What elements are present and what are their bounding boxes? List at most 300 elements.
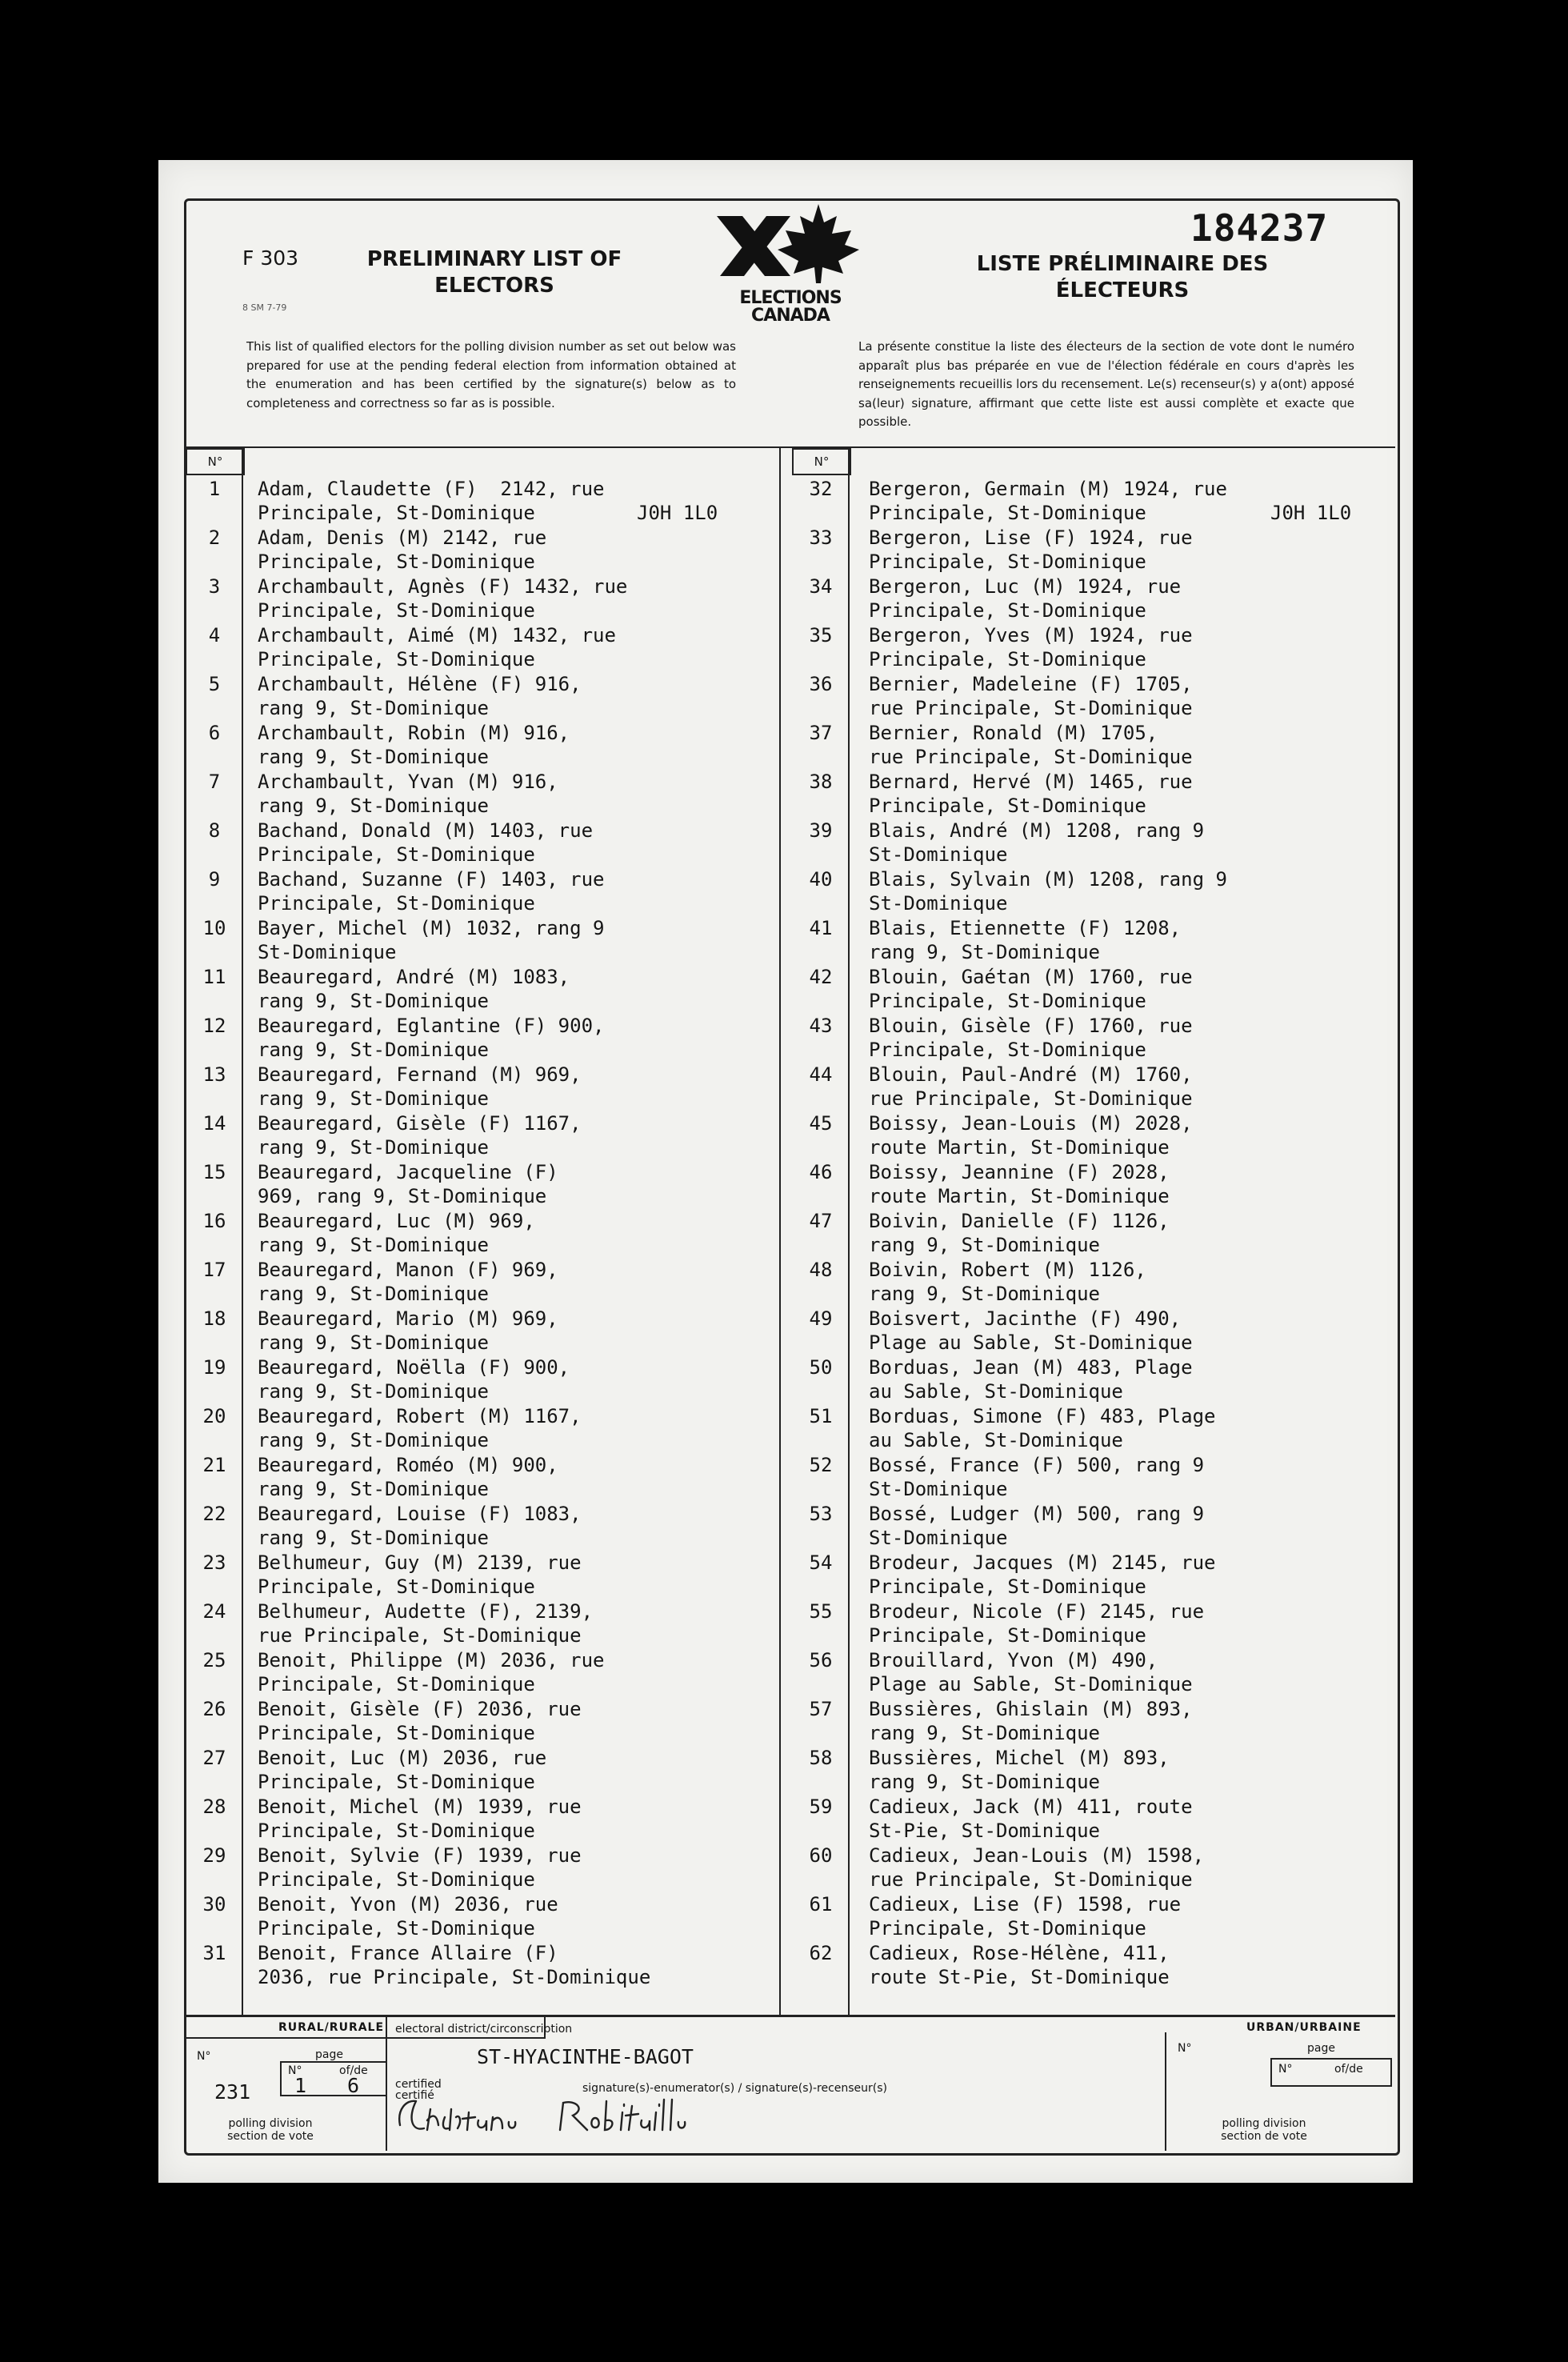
elector-name-line: Archambault, Hélène (F) 916, [258, 673, 582, 695]
elector-number: 34 [809, 575, 833, 598]
elector-name-line: Cadieux, Jack (M) 411, route [869, 1796, 1193, 1818]
elector-details [869, 1795, 1317, 1843]
elector-address-line: Principale, St-Dominique [258, 1917, 535, 1940]
elector-entry [187, 1746, 747, 1795]
elector-number: 17 [202, 1259, 226, 1281]
elector-details [258, 1697, 706, 1745]
elector-number: 36 [809, 673, 833, 695]
elector-name-line: Boivin, Danielle (F) 1126, [869, 1210, 1170, 1232]
elector-entry [794, 1599, 1354, 1648]
elector-number: 51 [809, 1405, 833, 1427]
elector-number: 26 [202, 1698, 226, 1720]
elector-number: 25 [202, 1649, 226, 1671]
elector-number: 55 [809, 1600, 833, 1623]
elector-number: 10 [202, 917, 226, 939]
elector-entry [187, 1355, 747, 1404]
elector-details [869, 1404, 1317, 1452]
elector-details [258, 1307, 706, 1355]
elector-address-line: Principale, St-Dominique [258, 1868, 535, 1891]
elector-number: 13 [202, 1063, 226, 1086]
elector-address-line: rue Principale, St-Dominique [869, 697, 1193, 719]
elector-address-line: Principale, St-Dominique [258, 648, 535, 671]
elector-details [258, 1111, 706, 1159]
elector-entry [187, 1502, 747, 1551]
elector-entry [187, 867, 747, 916]
elector-number: 48 [809, 1259, 833, 1281]
elector-name-line: Archambault, Aimé (M) 1432, rue [258, 624, 616, 647]
elector-entry [794, 1502, 1354, 1551]
elector-name-line: Boissy, Jeannine (F) 2028, [869, 1161, 1170, 1183]
elector-entry [187, 1404, 747, 1453]
elector-details [258, 867, 706, 915]
elector-address-line: Principale, St-Dominique [258, 1575, 535, 1598]
elector-number: 57 [809, 1698, 833, 1720]
elector-entry [187, 672, 747, 721]
elector-name-line: Archambault, Yvan (M) 916, [258, 771, 558, 793]
document-number: 184237 [1190, 206, 1329, 250]
elector-name-line: Bergeron, Lise (F) 1924, rue [869, 526, 1193, 549]
elector-entry [794, 721, 1354, 770]
urban-page-no-label: N° [1278, 2063, 1293, 2076]
elector-name-line: Blais, André (M) 1208, rang 9 [869, 819, 1205, 842]
elector-number: 38 [809, 771, 833, 793]
elector-number: 49 [809, 1307, 833, 1330]
center-divider-rule [779, 448, 781, 2015]
elector-number: 56 [809, 1649, 833, 1671]
elector-address-line: 969, rang 9, St-Dominique [258, 1185, 547, 1207]
elector-number: 39 [809, 819, 833, 842]
elector-name-line: Beauregard, Robert (M) 1167, [258, 1405, 582, 1427]
elector-number: 46 [809, 1161, 833, 1183]
elector-name-line: Adam, Denis (M) 2142, rue [258, 526, 547, 549]
elector-number: 54 [809, 1551, 833, 1574]
rural-page-no-label: N° [288, 2064, 302, 2077]
elector-details [869, 526, 1317, 574]
left-no-header: N° [186, 448, 245, 475]
page-number: 1 [294, 2074, 307, 2097]
elector-entry [794, 1209, 1354, 1258]
elector-details [258, 819, 706, 867]
elector-details [869, 623, 1317, 671]
elector-name-line: Beauregard, Manon (F) 969, [258, 1259, 558, 1281]
elector-number: 5 [208, 673, 221, 695]
elector-name-line: Bachand, Donald (M) 1403, rue [258, 819, 594, 842]
elector-number: 23 [202, 1551, 226, 1574]
certified-label: certified certifié [395, 2078, 442, 2102]
elector-entry [187, 1941, 747, 1990]
district-label: electoral district/circonscription [395, 2023, 573, 2036]
elector-address-line: Principale, St-Dominique [258, 1771, 535, 1793]
rural-page-of-label: of/de [339, 2064, 368, 2077]
elector-address-line: St-Dominique [869, 1478, 1008, 1500]
elector-number: 1 [208, 478, 221, 500]
elector-number: 6 [208, 722, 221, 744]
right-no-header: N° [792, 448, 851, 475]
elector-name-line: Benoit, France Allaire (F) [258, 1942, 558, 1964]
elector-entry [187, 1795, 747, 1844]
elector-number: 43 [809, 1015, 833, 1037]
elector-entry [187, 477, 747, 526]
elector-entry [794, 819, 1354, 867]
elector-address-line: Principale, St-Dominique [869, 648, 1146, 671]
elector-details [869, 1355, 1317, 1403]
elector-address-line: Principale, St-Dominique [258, 502, 535, 524]
elector-name-line: Bachand, Suzanne (F) 1403, rue [258, 868, 605, 891]
elector-number: 40 [809, 868, 833, 891]
elector-details [258, 1453, 706, 1501]
elector-address-line: rue Principale, St-Dominique [869, 746, 1193, 768]
elector-address-line: rang 9, St-Dominique [869, 1234, 1100, 1256]
elector-name-line: Bossé, Ludger (M) 500, rang 9 [869, 1503, 1205, 1525]
elector-name-line: Blouin, Gisèle (F) 1760, rue [869, 1015, 1193, 1037]
elector-address-line: Principale, St-Dominique [869, 502, 1146, 524]
list-top-rule [186, 446, 1395, 448]
elector-details [869, 721, 1317, 769]
elector-number: 37 [809, 722, 833, 744]
elector-entry [794, 1648, 1354, 1697]
elector-entry [794, 916, 1354, 965]
elector-name-line: Bergeron, Yves (M) 1924, rue [869, 624, 1193, 647]
elector-name-line: Benoit, Sylvie (F) 1939, rue [258, 1844, 582, 1867]
elector-address-line: rang 9, St-Dominique [869, 1771, 1100, 1793]
elector-address-line: route Martin, St-Dominique [869, 1136, 1170, 1159]
elector-address-line: rang 9, St-Dominique [258, 1527, 489, 1549]
elector-name-line: Beauregard, Mario (M) 969, [258, 1307, 558, 1330]
elector-entry [794, 1160, 1354, 1209]
elector-entry [794, 477, 1354, 526]
polling-division-number: 231 [214, 2080, 251, 2104]
elector-entry [794, 1355, 1354, 1404]
page-total: 6 [347, 2074, 360, 2097]
elector-details [869, 1844, 1317, 1892]
elector-name-line: Blouin, Gaétan (M) 1760, rue [869, 966, 1193, 988]
elector-name-line: Brouillard, Yvon (M) 490, [869, 1649, 1158, 1671]
elector-entry [794, 574, 1354, 623]
elector-number: 19 [202, 1356, 226, 1379]
elector-number: 14 [202, 1112, 226, 1135]
postal-code: J0H 1L0 [1270, 502, 1352, 524]
elector-number: 22 [202, 1503, 226, 1525]
elector-details [258, 1599, 706, 1647]
elector-details [258, 526, 706, 574]
elector-number: 21 [202, 1454, 226, 1476]
elector-address-line: rue Principale, St-Dominique [869, 1087, 1193, 1110]
elector-entry [187, 1063, 747, 1111]
elector-address-line: rue Principale, St-Dominique [869, 1868, 1193, 1891]
elector-number: 4 [208, 624, 221, 647]
elector-details [869, 672, 1317, 720]
elector-entry [187, 1307, 747, 1355]
elector-number: 29 [202, 1844, 226, 1867]
elector-address-line: Principale, St-Dominique [869, 1575, 1146, 1598]
elector-name-line: Belhumeur, Audette (F), 2139, [258, 1600, 594, 1623]
elector-entry [794, 867, 1354, 916]
elector-entry [794, 526, 1354, 574]
elector-name-line: Boisvert, Jacinthe (F) 490, [869, 1307, 1182, 1330]
elector-entry [794, 1258, 1354, 1307]
elector-details [258, 1844, 706, 1892]
elector-name-line: Blouin, Paul-André (M) 1760, [869, 1063, 1193, 1086]
elector-details [258, 1746, 706, 1794]
elector-details [869, 770, 1317, 818]
elector-entry [794, 1404, 1354, 1453]
elector-details [869, 1453, 1317, 1501]
district-value: ST-HYACINTHE-BAGOT [477, 2045, 694, 2068]
elector-details [258, 916, 706, 964]
elector-number: 59 [809, 1796, 833, 1818]
urban-no-label: N° [1178, 2042, 1192, 2055]
elector-details [258, 1258, 706, 1306]
elector-address-line: Principale, St-Dominique [258, 1722, 535, 1744]
elector-name-line: Beauregard, André (M) 1083, [258, 966, 570, 988]
elector-name-line: Benoit, Michel (M) 1939, rue [258, 1796, 582, 1818]
elector-entry [187, 1160, 747, 1209]
elector-entry [794, 1111, 1354, 1160]
elector-entry [187, 721, 747, 770]
elector-number: 18 [202, 1307, 226, 1330]
elector-address-line: Principale, St-Dominique [869, 1624, 1146, 1647]
elector-details [258, 1355, 706, 1403]
elector-address-line: Principale, St-Dominique [258, 1673, 535, 1695]
elector-name-line: Brodeur, Nicole (F) 2145, rue [869, 1600, 1205, 1623]
maple-leaf-x-icon [710, 200, 870, 288]
elector-number: 50 [809, 1356, 833, 1379]
elector-address-line: Principale, St-Dominique [869, 1917, 1146, 1940]
elector-entry [187, 1648, 747, 1697]
elector-address-line: Plage au Sable, St-Dominique [869, 1673, 1193, 1695]
elector-address-line: Principale, St-Dominique [258, 843, 535, 866]
elector-address-line: route Martin, St-Dominique [869, 1185, 1170, 1207]
elector-entry [187, 819, 747, 867]
postal-code: J0H 1L0 [637, 502, 718, 524]
elector-entry [187, 1551, 747, 1599]
elector-name-line: Brodeur, Jacques (M) 2145, rue [869, 1551, 1216, 1574]
elector-name-line: Benoit, Gisèle (F) 2036, rue [258, 1698, 582, 1720]
elector-number: 16 [202, 1210, 226, 1232]
rural-no-label: N° [197, 2050, 211, 2063]
elector-name-line: Bernier, Madeleine (F) 1705, [869, 673, 1193, 695]
intro-english: This list of qualified electors for the polling division number as set out below was prepared for use at the pending federal election from information obtained at the enumeration and has been certified by the signature(s) below as to completeness and correctness so far as is possible. [246, 339, 736, 410]
elector-details [869, 819, 1317, 867]
elector-entry [794, 1551, 1354, 1599]
elector-address-line: route St-Pie, St-Dominique [869, 1966, 1170, 1988]
elector-name-line: Bernier, Ronald (M) 1705, [869, 722, 1158, 744]
elector-details [869, 1209, 1317, 1257]
polling-division-label: polling division section de vote [227, 2117, 314, 2143]
elector-details [258, 1648, 706, 1696]
elector-address-line: rang 9, St-Dominique [258, 1039, 489, 1061]
elector-number: 60 [809, 1844, 833, 1867]
elector-entry [794, 1014, 1354, 1063]
elector-entry [187, 965, 747, 1014]
elector-entry [187, 574, 747, 623]
elector-entry [794, 1941, 1354, 1990]
elector-details [258, 1551, 706, 1599]
elector-number: 42 [809, 966, 833, 988]
elector-address-line: rang 9, St-Dominique [869, 941, 1100, 963]
elector-address-line: rang 9, St-Dominique [258, 990, 489, 1012]
elector-entry [794, 1795, 1354, 1844]
elector-number: 32 [809, 478, 833, 500]
elector-address-line: rang 9, St-Dominique [258, 1331, 489, 1354]
enumerator-signature [392, 2093, 808, 2144]
title-english: PRELIMINARY LIST OF ELECTORS [366, 247, 622, 298]
urban-polling-division-label: polling division section de vote [1221, 2117, 1307, 2143]
elector-name-line: Boivin, Robert (M) 1126, [869, 1259, 1146, 1281]
elector-number: 11 [202, 966, 226, 988]
elector-details [869, 916, 1317, 964]
elector-entry [794, 672, 1354, 721]
elector-number: 2 [208, 526, 221, 549]
elector-address-line: Principale, St-Dominique [258, 550, 535, 573]
elector-name-line: Bergeron, Luc (M) 1924, rue [869, 575, 1182, 598]
elector-address-line: Principale, St-Dominique [258, 599, 535, 622]
elector-name-line: Beauregard, Fernand (M) 969, [258, 1063, 582, 1086]
election-form-sheet [158, 160, 1413, 2183]
elector-address-line: rang 9, St-Dominique [258, 1087, 489, 1110]
elector-number: 15 [202, 1161, 226, 1183]
elector-address-line: rang 9, St-Dominique [258, 1234, 489, 1256]
elector-number: 44 [809, 1063, 833, 1086]
elector-name-line: Belhumeur, Guy (M) 2139, rue [258, 1551, 582, 1574]
elector-name-line: Cadieux, Rose-Hélène, 411, [869, 1942, 1170, 1964]
elector-name-line: Benoit, Philippe (M) 2036, rue [258, 1649, 605, 1671]
elector-address-line: St-Dominique [869, 892, 1008, 915]
elector-entry [794, 1697, 1354, 1746]
elector-details [258, 965, 706, 1013]
elector-number: 31 [202, 1942, 226, 1964]
form-number: F 303 [242, 246, 299, 270]
elector-number: 47 [809, 1210, 833, 1232]
elector-entry [794, 1307, 1354, 1355]
elector-address-line: au Sable, St-Dominique [869, 1429, 1123, 1451]
elector-address-line: rue Principale, St-Dominique [258, 1624, 582, 1647]
elector-name-line: Beauregard, Noëlla (F) 900, [258, 1356, 570, 1379]
elector-entry [187, 1258, 747, 1307]
elector-name-line: Beauregard, Eglantine (F) 900, [258, 1015, 605, 1037]
elector-details [869, 1014, 1317, 1062]
elector-name-line: Archambault, Agnès (F) 1432, rue [258, 575, 628, 598]
elector-address-line: Principale, St-Dominique [869, 550, 1146, 573]
elector-name-line: Bernard, Hervé (M) 1465, rue [869, 771, 1193, 793]
elector-details [258, 1892, 706, 1940]
form-small-print: 8 SM 7-79 [242, 302, 287, 313]
elector-number: 61 [809, 1893, 833, 1916]
elector-address-line: St-Dominique [869, 1527, 1008, 1549]
elector-name-line: Bossé, France (F) 500, rang 9 [869, 1454, 1205, 1476]
elector-details [869, 1746, 1317, 1794]
elector-address-line: rang 9, St-Dominique [258, 1283, 489, 1305]
elector-address-line: rang 9, St-Dominique [258, 697, 489, 719]
elector-number: 24 [202, 1600, 226, 1623]
elector-name-line: Archambault, Robin (M) 916, [258, 722, 570, 744]
elector-number: 12 [202, 1015, 226, 1037]
elector-details [258, 1941, 706, 1989]
elector-name-line: Beauregard, Roméo (M) 900, [258, 1454, 558, 1476]
elector-details [258, 623, 706, 671]
elector-name-line: Blais, Sylvain (M) 1208, rang 9 [869, 868, 1227, 891]
elector-entry [187, 1697, 747, 1746]
elector-address-line: au Sable, St-Dominique [869, 1380, 1123, 1403]
elector-details [258, 721, 706, 769]
elector-entry [187, 623, 747, 672]
elector-number: 3 [208, 575, 221, 598]
elector-address-line: St-Dominique [258, 941, 397, 963]
elector-name-line: Borduas, Jean (M) 483, Plage [869, 1356, 1193, 1379]
elections-canada-logo [710, 200, 870, 328]
rural-page-label: page [315, 2048, 343, 2061]
elector-name-line: Boissy, Jean-Louis (M) 2028, [869, 1112, 1193, 1135]
elector-name-line: Beauregard, Louise (F) 1083, [258, 1503, 582, 1525]
elector-number: 62 [809, 1942, 833, 1964]
elector-entry [187, 1209, 747, 1258]
signature-label: signature(s)-enumerator(s) / signature(s)-recenseur(s) [582, 2082, 888, 2095]
elector-name-line: Cadieux, Jean-Louis (M) 1598, [869, 1844, 1205, 1867]
elector-entry [187, 1844, 747, 1892]
urban-page-of-label: of/de [1334, 2063, 1363, 2076]
elector-address-line: St-Dominique [869, 843, 1008, 866]
elector-address-line: Principale, St-Dominique [869, 990, 1146, 1012]
elector-number: 58 [809, 1747, 833, 1769]
elector-entry [187, 770, 747, 819]
elector-details [258, 1502, 706, 1550]
elector-details [869, 1258, 1317, 1306]
elector-address-line: rang 9, St-Dominique [258, 1136, 489, 1159]
logo-line2: CANADA [751, 306, 830, 326]
elector-entry [187, 1014, 747, 1063]
elector-details [869, 1307, 1317, 1355]
elector-details [869, 1111, 1317, 1159]
elector-details [869, 1502, 1317, 1550]
elector-number: 7 [208, 771, 221, 793]
elector-details [869, 965, 1317, 1013]
elector-address-line: rang 9, St-Dominique [258, 795, 489, 817]
elector-entry [794, 1844, 1354, 1892]
elector-number: 9 [208, 868, 221, 891]
elector-address-line: Principale, St-Dominique [869, 795, 1146, 817]
elector-details [869, 1648, 1317, 1696]
rural-label: RURAL/RURALE [278, 2021, 385, 2034]
title-french: LISTE PRÉLIMINAIRE DES ÉLECTEURS [976, 252, 1269, 302]
elector-number: 41 [809, 917, 833, 939]
urban-label: URBAN/URBAINE [1246, 2021, 1362, 2034]
elector-entry [187, 1892, 747, 1941]
elector-number: 30 [202, 1893, 226, 1916]
elector-entry [187, 1111, 747, 1160]
elector-name-line: Blais, Etiennette (F) 1208, [869, 917, 1182, 939]
elector-entry [187, 916, 747, 965]
elector-address-line: 2036, rue Principale, St-Dominique [258, 1966, 651, 1988]
elector-address-line: Plage au Sable, St-Dominique [869, 1331, 1193, 1354]
elector-address-line: Principale, St-Dominique [258, 1820, 535, 1842]
footer-urban-divider [1165, 2032, 1166, 2151]
elector-details [258, 1160, 706, 1208]
urban-page-label: page [1307, 2042, 1335, 2055]
elector-entry [187, 1599, 747, 1648]
logo-line1: ELECTIONS [739, 288, 842, 308]
elector-details [869, 867, 1317, 915]
elector-address-line: Principale, St-Dominique [258, 892, 535, 915]
elector-number: 28 [202, 1796, 226, 1818]
elector-details [869, 1941, 1317, 1989]
elector-details [869, 477, 1317, 525]
elector-details [869, 1551, 1317, 1599]
elector-entry [794, 623, 1354, 672]
elector-entry [187, 526, 747, 574]
elector-entry [794, 1453, 1354, 1502]
elector-name-line: Benoit, Luc (M) 2036, rue [258, 1747, 547, 1769]
elector-address-line: Principale, St-Dominique [869, 1039, 1146, 1061]
